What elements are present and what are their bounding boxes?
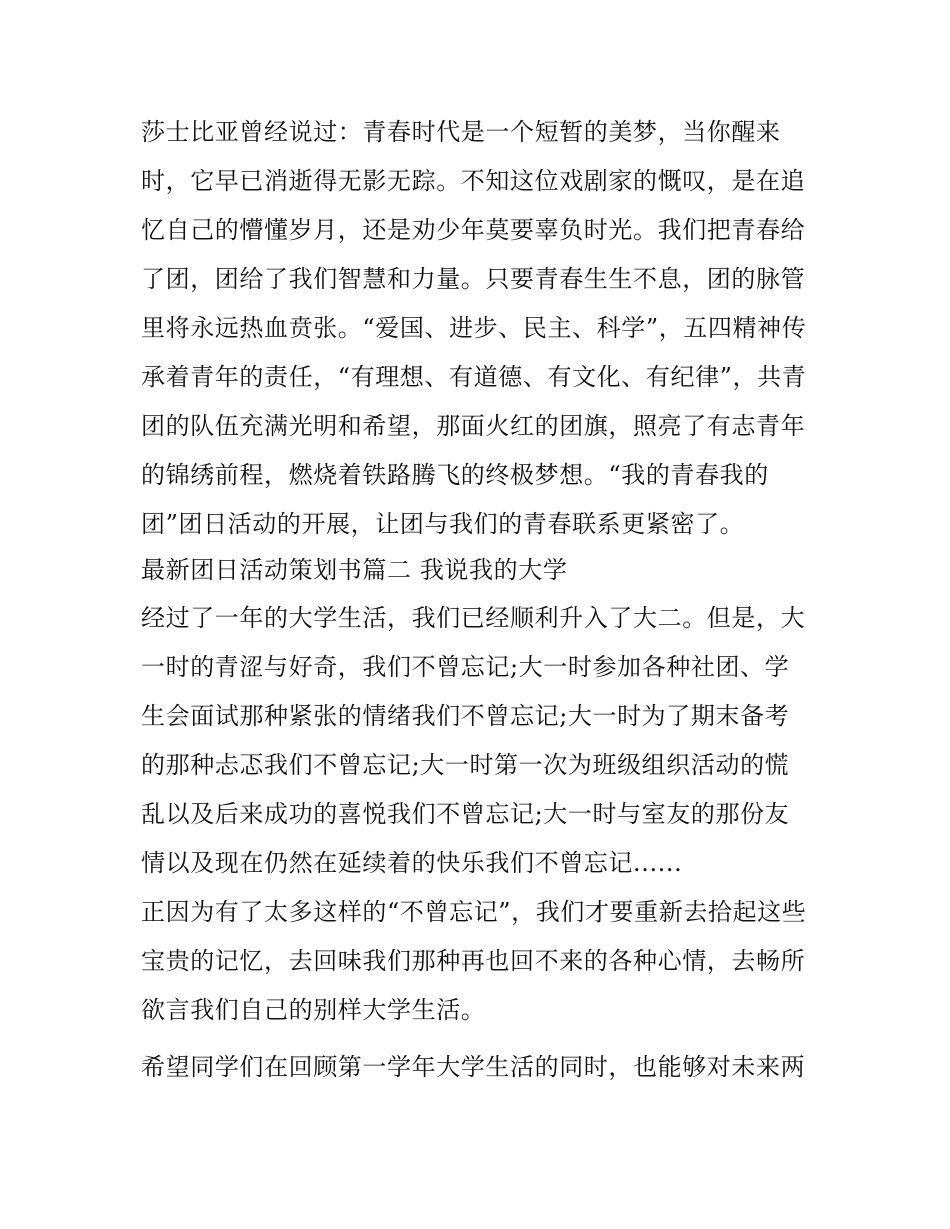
text-line: 希望同学们在回顾第一学年大学生活的同时，也能够对未来两 [141,1053,806,1081]
text-line: 团的队伍充满光明和希望，那面火红的团旗，照亮了有志青年 [141,412,806,440]
text-line: 的那种忐忑我们不曾忘记;大一时第一次为班级组织活动的慌 [141,751,790,779]
paragraph-hope [141,1043,821,1092]
section-heading: 最新团日活动策划书篇二 我说我的大学 [141,556,568,584]
document-body [141,108,821,1092]
text-line: 里将永远热血贲张。“爱国、进步、民主、科学”，五四精神传 [141,314,807,342]
text-line: 情以及现在仍然在延续着的快乐我们不曾忘记...... [141,849,683,877]
text-line: 时，它早已消逝得无影无踪。不知这位戏剧家的慨叹，是在追 [141,167,806,195]
text-line: 宝贵的记忆，去回味我们那种再也回不来的各种心情，去畅所 [141,947,806,975]
text-line: 生会面试那种紧张的情绪我们不曾忘记;大一时为了期末备考 [141,702,790,730]
paragraph-never-forget [141,888,821,1035]
paragraph-university-memories [141,594,821,888]
text-line: 的锦绣前程，燃烧着铁路腾飞的终极梦想。“我的青春我的 [141,461,769,489]
text-line: 一时的青涩与好奇，我们不曾忘记;大一时参加各种社团、学 [141,653,790,681]
text-line: 正因为有了太多这样的“不曾忘记”，我们才要重新去拾起这些 [141,898,807,926]
text-line: 欲言我们自己的别样大学生活。 [141,996,486,1024]
text-line: 乱以及后来成功的喜悦我们不曾忘记;大一时与室友的那份友 [141,800,790,828]
text-line: 承着青年的责任，“有理想、有道德、有文化、有纪律”，共青 [141,363,807,391]
text-line: 经过了一年的大学生活，我们已经顺利升入了大二。但是，大 [141,604,806,632]
text-line: 忆自己的懵懂岁月，还是劝少年莫要辜负时光。我们把青春给 [141,216,806,244]
paragraph-shakespeare-quote [141,108,821,549]
text-line: 团”团日活动的开展，让团与我们的青春联系更紧密了。 [141,510,745,538]
text-line: 莎士比亚曾经说过：青春时代是一个短暂的美梦，当你醒来 [141,118,781,146]
text-line: 了团，团给了我们智慧和力量。只要青春生生不息，团的脉管 [141,265,806,293]
